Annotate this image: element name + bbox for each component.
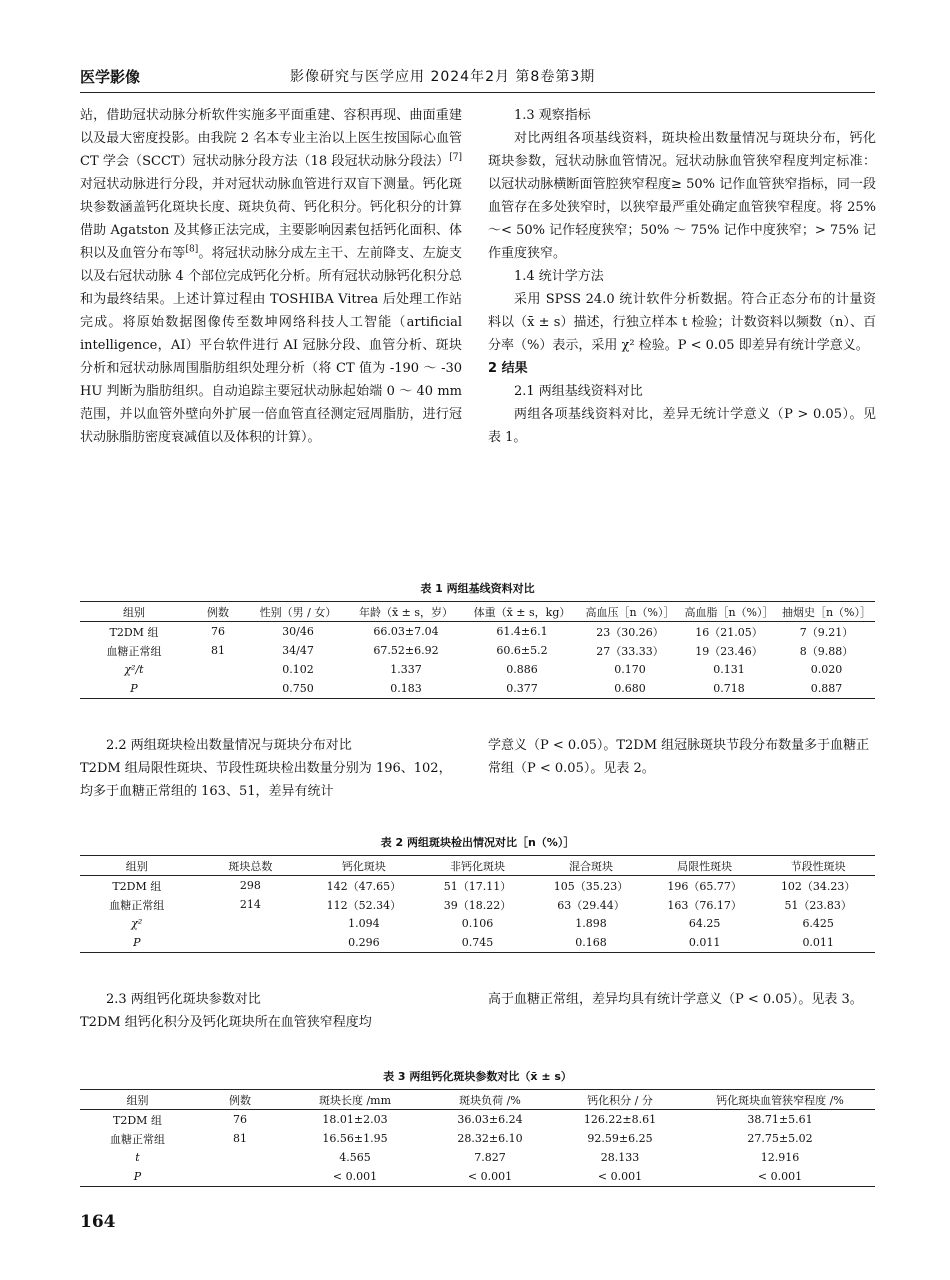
table-cell: 34/47 [282,644,314,657]
table-header-cell: 年龄（x̄ ± s，岁） [358,605,454,619]
table-cell: χ² [131,917,143,930]
table-header-cell: 局限性斑块 [677,859,733,873]
table-cell: t [135,1151,140,1164]
heading-2-2: 2.2 两组斑块检出数量情况与斑块分布对比 [106,738,352,753]
table-cell: T2DM 组 [113,1113,162,1127]
table-row [80,641,875,660]
methods-text-2: 对冠状动脉进行分段，并对冠状动脉血管进行双盲下测量。钙化斑块参数涵盖钙化斑块长度、斑块负荷、钙化积分。钙化积分的计算借助 Agatston 及其修正法完成，主要影响因素包括钙化面积、体积以及血管分布等 [80,177,462,261]
table-cell: 0.887 [810,682,843,695]
table-cell: T2DM 组 [109,625,159,639]
table-2-caption: 表 2 两组斑块检出情况对比［n（%）］ [380,836,575,849]
table-cell: 27（33.33） [596,644,664,658]
journal-name: 医学影像 [80,68,141,86]
table-cell: 28.133 [600,1151,640,1164]
table-cell: P [133,1170,142,1183]
table-row [80,914,875,933]
paragraph-2-3-a: T2DM 组钙化积分及钙化斑块所在血管狭窄程度均 [80,1015,372,1030]
paragraph-2-3-b: 高于血糖正常组，差异均具有统计学意义（P < 0.05）。见表 3。 [488,992,863,1007]
paragraph-2-2-a: T2DM 组局限性斑块、节段性斑块检出数量分别为 196、102，均多于血糖正常组的 163、51，差异有统计 [80,761,452,799]
table-cell: 7.827 [474,1151,506,1164]
table-header-cell: 非钙化斑块 [449,859,505,873]
table-cell: 66.03±7.04 [373,625,439,638]
table-cell: 112（52.34） [326,898,402,912]
table-cell: 23（30.26） [596,625,664,639]
table-row [80,622,875,642]
table-cell: 0.183 [390,682,422,695]
table-cell: 0.102 [282,663,314,676]
table-cell [194,914,308,933]
table-cell [195,1167,285,1187]
table-cell: 0.296 [348,936,380,949]
table-cell: 76 [211,625,225,638]
table-cell: 64.25 [688,917,721,930]
heading-1-3: 1.3 观察指标 [514,108,591,123]
table-cell: 12.916 [760,1151,800,1164]
table-row [80,660,875,679]
table-2 [80,855,875,953]
table-cell: 0.011 [688,936,721,949]
table-cell: 7（9.21） [799,625,854,639]
table-cell: 血糖正常组 [109,898,165,912]
table-cell: < 0.001 [597,1170,643,1183]
table-cell: 76 [233,1113,247,1126]
table-cell: 16.56±1.95 [322,1132,388,1145]
table-row [80,1167,875,1187]
paragraph-1-3: 对比两组各项基线资料，斑块检出数量情况与斑块分布，钙化斑块参数，冠状动脉血管情况。冠状动脉血管狭窄程度判定标准：以冠状动脉横断面管腔狭窄程度≥ 50% 记作血管狭窄指标，同一段血管存在多处狭窄时，以狭窄最严重处确定血管狭窄程度。将 25% ～< 50% 记作轻度狭窄；50% ～ 75% 记作中度狭窄；> 75% 记作重度狭窄。 [488,131,876,261]
table-cell: 0.106 [461,917,494,930]
table-cell: 1.094 [348,917,380,930]
table-cell: 4.565 [339,1151,371,1164]
table-cell [188,679,248,699]
table-cell [188,660,248,679]
table-cell: 51（23.83） [784,898,852,912]
table-header-cell: 钙化斑块 [341,859,386,873]
table-cell: 67.52±6.92 [373,644,439,657]
table-row [80,1129,875,1148]
table-header-cell: 钙化积分 / 分 [587,1093,653,1107]
citation-7: [7] [449,152,462,163]
citation-8: [8] [185,244,199,255]
table-cell: 38.71±5.61 [747,1113,813,1126]
table-cell [194,933,308,953]
table-cell: 0.680 [614,682,646,695]
table-header-cell: 抽烟史［n（%）］ [781,605,872,619]
table-cell: 60.6±5.2 [496,644,548,657]
table-1-block [80,580,875,699]
table-1-caption: 表 1 两组基线资料对比 [420,582,535,595]
table-header-cell: 体重（x̄ ± s，kg） [473,605,571,619]
table-header-cell: 例数 [207,605,229,619]
table-cell: 142（47.65） [326,879,402,893]
table-row [80,895,875,914]
table-row [80,1110,875,1130]
table-header-cell: 钙化斑块血管狭窄程度 /% [716,1093,844,1107]
table-header-cell: 组别 [125,859,148,873]
table-cell: < 0.001 [467,1170,513,1183]
table-cell: 102（34.23） [780,879,856,893]
table-row [80,933,875,953]
table-cell: 0.750 [282,682,314,695]
section-2-2-left [80,734,462,803]
table-cell: 61.4±6.1 [496,625,548,638]
table-2-header-row [80,856,875,876]
table-cell: 39（18.22） [443,898,512,912]
page-number: 164 [80,1212,116,1232]
table-cell: P [133,936,141,949]
table-cell: 8（9.88） [799,644,854,658]
table-header-cell: 节段性斑块 [790,859,846,873]
table-cell: 92.59±6.25 [587,1132,653,1145]
table-3-header-row [80,1090,875,1110]
table-1 [80,601,875,699]
table-cell: 1.337 [390,663,422,676]
table-header-cell: 组别 [123,605,145,619]
table-row [80,876,875,896]
heading-2-1: 2.1 两组基线资料对比 [514,384,643,399]
table-cell: 0.745 [461,936,494,949]
table-cell: χ²/t [124,663,144,676]
table-cell: 27.75±5.02 [747,1132,813,1145]
table-header-cell: 混合斑块 [569,859,614,873]
paragraph-1-4: 采用 SPSS 24.0 统计软件分析数据。符合正态分布的计量资料以（x̄ ± s）描述，行独立样本 t 检验；计数资料以频数（n）、百分率（%）表示，采用 χ² 检验。P < 0.05 即差异有统计学意义。 [488,292,876,353]
table-header-cell: 斑块长度 /mm [318,1093,392,1107]
table-cell: 0.131 [713,663,745,676]
table-3 [80,1089,875,1187]
table-cell: 0.377 [506,682,538,695]
table-3-block [80,1068,875,1187]
table-cell: 血糖正常组 [110,1132,165,1146]
table-cell: 0.170 [614,663,646,676]
table-cell: 28.32±6.10 [457,1132,523,1145]
table-cell: 0.168 [575,936,607,949]
table-header-cell: 斑块负荷 /% [459,1093,521,1107]
table-cell: 196（65.77） [667,879,742,893]
table-cell: 19（23.46） [695,644,763,658]
table-cell: 30/46 [282,625,314,638]
heading-2-results: 2 结果 [488,361,528,376]
table-cell: 81 [233,1132,247,1145]
methods-text-1: 站，借助冠状动脉分析软件实施多平面重建、容积再现、曲面重建以及最大密度投影。由我院 2 名本专业主治以上医生按国际心血管 CT 学会（SCCT）冠状动脉分段方法（18 段冠状动脉分段法） [80,108,462,169]
table-header-cell: 性别（男 / 女） [259,605,337,619]
running-header [80,62,875,93]
table-cell: T2DM 组 [112,879,162,893]
table-cell: 163（76.17） [667,898,742,912]
left-column [80,104,462,449]
table-1-header-row [80,602,875,622]
table-cell: < 0.001 [332,1170,378,1183]
table-cell: 16（21.05） [695,625,763,639]
table-cell: 0.718 [713,682,745,695]
table-cell: P [130,682,138,695]
paragraph-2-2-b: 学意义（P < 0.05）。T2DM 组冠脉斑块节段分布数量多于血糖正常组（P < 0.05）。见表 2。 [488,738,870,776]
right-column [488,104,876,449]
table-cell: 血糖正常组 [106,644,162,658]
table-header-cell: 例数 [229,1093,251,1107]
methods-paragraph [80,104,462,449]
table-row [80,679,875,699]
table-row [80,1148,875,1167]
table-cell: 0.020 [810,663,843,676]
journal-issue: 影像研究与医学应用 2024年2月 第8卷第3期 [290,69,596,85]
table-cell: 18.01±2.03 [322,1113,388,1126]
table-cell: 298 [239,879,261,892]
heading-2-3: 2.3 两组钙化斑块参数对比 [106,992,261,1007]
table-header-cell: 高血压［n（%）］ [585,605,675,619]
table-3-caption: 表 3 两组钙化斑块参数对比（x̄ ± s） [383,1070,572,1083]
table-cell: 0.011 [802,936,834,949]
table-cell: < 0.001 [757,1170,803,1183]
heading-1-4: 1.4 统计学方法 [514,269,604,284]
table-cell: 81 [211,644,225,657]
table-cell: 63（29.44） [557,898,625,912]
table-cell [195,1148,285,1167]
table-header-cell: 组别 [126,1093,149,1107]
table-header-cell: 高血脂［n（%）］ [684,605,774,619]
table-header-cell: 斑块总数 [228,859,273,873]
section-2-2-right [488,734,876,780]
table-cell: 6.425 [802,917,834,930]
table-2-block [80,834,875,953]
table-cell: 1.898 [575,917,607,930]
paragraph-2-1: 两组各项基线资料对比，差异无统计学意义（P > 0.05）。见表 1。 [488,407,876,445]
table-cell: 214 [239,898,261,911]
table-cell: 51（17.11） [443,879,512,893]
table-cell: 126.22±8.61 [583,1113,657,1126]
table-cell: 36.03±6.24 [457,1113,523,1126]
section-2-3-right [488,988,876,1011]
table-cell: 0.886 [506,663,538,676]
section-2-3-left [80,988,462,1034]
methods-text-3: 。将冠状动脉分成左主干、左前降支、左旋支以及右冠状动脉 4 个部位完成钙化分析。所有冠状动脉钙化积分总和为最终结果。上述计算过程由 TOSHIBA Vitrea 后处理工作站完成。将原始数据图像传至数坤网络科技人工智能（artificial intelligence，AI）平台软件进行 AI 冠脉分段、血管分析、斑块分析和冠状动脉周围脂肪组织处理分析（将 CT 值为 -190 ～ -30 HU 判断为脂肪组织。自动追踪主要冠状动脉起始端 0 ～ 40 mm 范围，并以血管外壁向外扩展一倍血管直径测定冠周脂肪，进行冠状动脉脂肪密度衰减值以及体积的计算）。 [80,246,462,445]
table-cell: 105（35.23） [553,879,629,893]
